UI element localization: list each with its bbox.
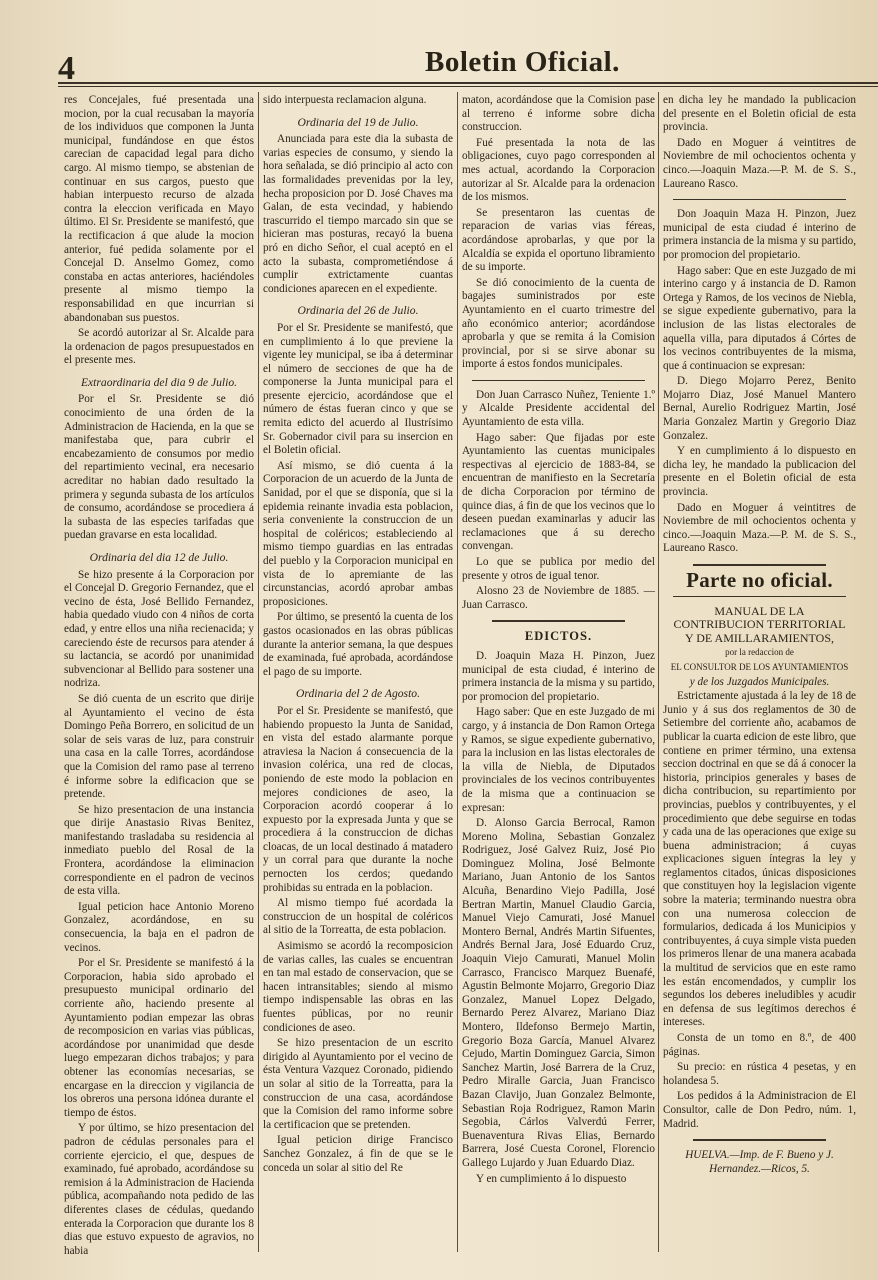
paragraph: Se hizo presente á la Corporacion por el Concejal D. Gregorio Fernandez, que el vecino de ésta, José Bellido Fernandez, habia quedado viudo con 4 niños de corta edad, y entre ellos una niña recienacida; y careciendo éste de recursos para atender á su lactancia, se acordó por unanimidad subvencionar al Bellido para sostener una nodriza. <box>64 568 254 690</box>
paragraph: Por último, se presentó la cuenta de los gastos ocasionados en las obras públicas durante la anterior semana, la que despues de examinada, fué aprobada, acordándose el pago de su importe. <box>263 611 453 678</box>
paragraph: Se hizo presentacion de una instancia que dirije Anastasio Rivas Benitez, manifestando trasladaba su residencia al inmediato pueblo del Rosal de la Frontera, acordándose la eliminacion correspondiente en el padron de vecinos de esta villa. <box>64 803 254 898</box>
paragraph: Hago saber: Que en este Juzgado de mi interino cargo y á instancia de D. Ramon Ortega y Ramos, de los vecinos de Niebla, se sigue expediente gubernativo, para la inclusion de las listas electorales de aquella villa, para diputados á Córtes de los vecinos contribuyentes de la misma, que á continuacion se expresan: <box>663 264 856 372</box>
column-3 <box>462 94 655 1244</box>
paragraph: Hago saber: Que fijadas por este Ayuntamiento las cuentas municipales respectivas al ejercicio de 1883-84, se encuentran de manifiesto en la Secretaría de dicha Corporacion por término de quince dias, á fin de que los vecinos que lo deseen puedan examinarlas y aducir las reclamaciones que á su derecho convengan. <box>462 431 655 553</box>
paragraph: Alosno 23 de Noviembre de 1885. —Juan Carrasco. <box>462 585 655 611</box>
paragraph: Por el Sr. Presidente se manifestó, que habiendo propuesto la Junta de Sanidad, en vista del estado alarmante porque atraviesa la Nacion á consecuencia de la invasion colérica, una red de clocas, poniendo de este modo la poblacion en mejores condiciones de aseo, la Corporacion acordó cooperar á lo expuesto por la expresada Junta y que se procediera á la construccion de dichas cloacas, de un local destinado á matadero y un corral para que durante la noche pernocten los cerdos; quedando prohibidas su entrada en la poblacion. <box>263 704 453 894</box>
separator-rule <box>693 1139 826 1141</box>
page-header <box>50 28 878 88</box>
manual-byline: por la redaccion de <box>725 647 794 658</box>
page-number: 4 <box>58 50 75 87</box>
paragraph: Anunciada para este dia la subasta de varias especies de consumo, y siendo la hora señalada, se dió principio al acto con las formalidades prevenidas por la ley, hecha proposicion por D. José Chaves ma Galan, de esta vecindad, y habiendo trascurrido el tiempo marcado sin que se hicieran mas posturas, recayó la buena pró en dicho Señor, el cual aceptó en el acto la subasta, comprometiéndose á cumplir extrictamente cuantas condiciones aparecen en el expediente. <box>263 133 453 295</box>
paragraph: Y en cumplimiento á lo dispuesto <box>476 1172 627 1185</box>
parte-no-oficial-heading: Parte no oficial. <box>686 568 833 592</box>
column-4 <box>663 94 856 1244</box>
masthead-title: Boletin Oficial. <box>425 46 620 78</box>
paragraph: Los pedidos á la Administracion de El Consultor, calle de Don Pedro, núm. 1, Madrid. <box>663 1090 856 1130</box>
printer-imprint: HUELVA.—Imp. de F. Bueno y J. Hernandez.—Ricos, 5. <box>685 1149 834 1175</box>
separator-rule <box>492 620 625 622</box>
paragraph: Se presentaron las cuentas de reparacion de varias vias féreas, acordándose aprobarlas, y que por la Alcaldía se expida el oportuno libramiento de su importe. <box>462 206 655 274</box>
paragraph: Dado en Moguer á veintitres de Noviembre de mil ochocientos ochenta y cinco.—Joaquin Maza.—P. M. de S. S., Laureano Rasco. <box>663 136 856 190</box>
paragraph: D. Joaquin Maza H. Pinzon, Juez municipal de esta ciudad, é interino de primera instancia de la misma y su partido, por promocion del propietario. <box>462 649 655 703</box>
paragraph: Por el Sr. Presidente se manifestó á la Corporacion, habia sido aprobado el presupuesto municipal ordinario del corriente año, haciendo presente al Ayuntamiento podian empezar las obras de recomposicion en varias vias públicas, acordándose por unanimidad que desde luego empezaran dichos trabajos; y para obtener las economías necesarias, se encargase en la direccion y vigilancia de los obreros una persona idónea durante el tiempo de éstos. <box>64 957 254 1119</box>
paragraph: Hago saber: Que en este Juzgado de mi cargo, y á instancia de Don Ramon Ortega y Ramos, se sigue expediente gubernativo, para la inclusion en las listas electorales de la villa de Niebla, de Diputados provinciales de los vecinos contribuyentes de la misma que a continuacion se expresan: <box>462 706 655 814</box>
paragraph: Igual peticion dirige Francisco Sanchez Gonzalez, á fin de que se le conceda un solar al sitio del Re <box>263 1134 453 1174</box>
paragraph: Dado en Moguer á veintitres de Noviembre de mil ochocientos ochenta y cinco.—Joaquin Maza.—P. M. de S. S., Laureano Rasco. <box>663 501 856 555</box>
paragraph: Se acordó autorizar al Sr. Alcalde para la ordenacion de pagos presupuestados en el presente mes. <box>64 327 254 367</box>
paragraph: Lo que se publica por medio del presente y otros de igual tenor. <box>462 556 655 582</box>
header-rule-thin <box>58 86 878 87</box>
paragraph: Estrictamente ajustada á la ley de 18 de Junio y á sus dos reglamentos de 30 de Setiembre del corriente año, acabamos de publicar la cuarta edicion de este libro, que contiene en primer término, una extensa seccion doctrinal en que se dá á conocer la historia, principios generales y bases de dicha contribucion, su repartimiento por provincias, pueblos y contribuyentes, y el procedimiento que debe seguirse en todas y cada una de las operaciones que exige su buena administracion; á cuyas explicaciones siguen íntegras la ley y reglamentos citados, únicas disposiciones que constituyen hoy la legislacion vigente sobre la materia; terminando nuestra obra con una numerosa coleccion de formularios, dedicada á los Municipios y contribuyentes, á cuya simple vista pueden los primeros llenar de una manera acabada la multitud de servicios que en este ramo les están encomendados, y cumplir los segundos los deberes ineludibles y acudir en defensa de sus legítimos derechos é intereses. <box>663 690 856 1029</box>
paragraph: D. Diego Mojarro Perez, Benito Mojarro Diaz, José Manuel Mantero Bernal, Aurelio Rodriguez Martin, José Maria Gonzalez Martin y Gregorio Diaz Gonzalez. <box>663 375 856 442</box>
paragraph: Consta de un tomo en 8.º, de 400 páginas. <box>663 1032 856 1058</box>
separator-rule <box>673 596 846 597</box>
paragraph: Al mismo tiempo fué acordada la construccion de un hospital de coléricos al sitio de la Torreatta, de esta poblacion. <box>263 897 453 937</box>
column-2 <box>263 94 453 1244</box>
paragraph: Se hizo presentacion de un escrito dirigido al Ayuntamiento por el vecino de ésta Ventura Vazquez Coronado, pidiendo un solar al sitio de la Torreatta, para la construccion de una casa, acordándose que la Comision del ramo informe sobre la certificacion que se pretenden. <box>263 1037 453 1131</box>
separator-rule <box>472 380 645 381</box>
column-divider <box>258 92 259 1252</box>
column-divider <box>457 92 458 1252</box>
paragraph: Se dió cuenta de un escrito que dirije al Ayuntamiento el vecino de ésta Domingo Peña Borrero, en solicitud de un solar de seis varas de luz, para construir una casa en la calle Torres, acordándose que la Comision del ramo pase al terreno é informe sobre la edificacion que se pretende. <box>64 692 254 801</box>
paragraph: Se dió conocimiento de la cuenta de bagajes suministrados por este Ayuntamiento en el cuarto trimestre del año económico anterior; acordándose aprobarla y que se remita á la Comision provincial, por si se sirve abonar su importe á estos fondos municipales. <box>462 276 655 371</box>
separator-rule <box>673 199 846 200</box>
paragraph: Fué presentada la nota de las obligaciones, cuyo pago corresponden al mes actual, acordando la Corporacion autorizar al Sr. Alcalde para la ordenacion de los mismos. <box>462 136 655 204</box>
paragraph: en dicha ley he mandado la publicacion del presente en el Boletin oficial de esta provincia. <box>663 94 856 134</box>
edictos-heading: EDICTOS. <box>524 629 593 644</box>
manual-title: MANUAL DE LA <box>714 603 805 618</box>
paragraph: Igual peticion hace Antonio Moreno Gonzalez, acordándose, en su consecuencia, la baja en el padron de vecinos. <box>64 900 254 954</box>
column-divider <box>658 92 659 1252</box>
paragraph: res Concejales, fué presentada una mocion, por la cual recusaban la mayoría de los individuos que componen la Junta municipal, fundándose en que éstos carecian de capacidad legal para dicho cargo. Al mismo tiempo, se abstenian de continuar en sus cargos, puesto que habian interpuesto recurso de alzada contra la eleccion verificada en Mayo último. El Sr. Presidente se manifestó, que la rectificacion á que alude la mocion anterior, fué pedida solamente por el Concejal D. Anselmo Gomez, como constaba en actas anteriores, haciéndoles presente al mismo tiempo la responsabilidad en que incurrian si abandonaban sus puestos. <box>64 94 254 324</box>
paragraph: Por el Sr. Presidente se dió conocimiento de una órden de la Administracion de Hacienda, en la que se manifestaba que, para cubrir el encabezamiento de consumos por medio del repartimiento vecinal, era necesario acreditar no habian dado resultado la primera y segunda subasta de los artículos de consumo, acordándose se procediera á la subasta de las especies tarifadas que puedan gravarse en esta localidad. <box>64 393 254 542</box>
paragraph: sido interpuesta reclamacion alguna. <box>263 94 427 106</box>
paragraph: Así mismo, se dió cuenta á la Corporacion de un acuerdo de la Junta de Sanidad, por el que se disponía, que si la epidemia reinante invadia esta poblacion, seria conveniente la construccion de un hospital de coléricos; estableciendo al mismo tiempo guardias en las entradas del pueblo y la Corporacion municipal en vista de lo apremiante de las circunstancias, acordó aprobar ambas proposiciones. <box>263 459 453 608</box>
manual-publisher-sub: y de los Juzgados Municipales. <box>689 675 830 688</box>
manual-publisher: EL CONSULTOR DE LOS AYUNTAMIENTOS <box>670 661 849 672</box>
paragraph: Asimismo se acordó la recomposicion de varias calles, las cuales se encuentran en tan mal estado de conservacion, que se hacen intransitables; siendo al mismo tiempo indispensable las obras en las fuentes públicas, por no reunir condiciones de aseo. <box>263 940 453 1034</box>
paragraph: Don Joaquin Maza H. Pinzon, Juez municipal de esta ciudad é interino de primera instancia de la misma y su partido, por promocion del propietario. <box>663 208 856 261</box>
paragraph: Y por último, se hizo presentacion del padron de cédulas personales para el corriente ejercicio, el que, despues de examinado, fué aprobado, acordándose su remision á la Administracion de Hacienda pública, acompañando nota pedido de las diferentes clases de cédulas, quedando enterada la Corporacion que durante los 8 dias que estuvo expuesto de agravios, no habia <box>64 1122 254 1257</box>
section-heading: Ordinaria del 19 de Julio. <box>297 115 419 129</box>
header-rule <box>58 82 878 84</box>
paragraph: D. Alonso Garcia Berrocal, Ramon Moreno Molina, Sebastian Gonzalez Rodriguez, José Galvez Ruiz, José Pio Dominguez Molina, José Belmonte Mariano, Juan Antonio de los Santos Alcuña, Benardino Viejo Padilla, José Bertran Martin, Manuel Claudio Garcia, Manuel Viejo Camurati, José Manuel Montero Bernal, Andrés Martin Sifuentes, Andrés Bernal Jara, José Eduardo Cruz, Joaquin Viejo Camurati, Manuel Molin Carrasco, Francisco Marquez Buenafé, Agustin Belmonte Mojarro, Gregorio Diaz Gonzalez, Manuel Lopez Delgado, Bernardo Perez Alvarez, Mariano Diaz Montero, Ildefonso Bermejo Martin, Gregorio Boza García, Manuel Alvarez Cejudo, Martin Dominguez Garcia, Simon Sanchez Martin, José Barrera de la Cruz, Pedro Miralle Garcia, Juan Francisco Bazan Clavijo, Juan Gonzalez Belmonte, Sebastian Roja Rodriguez, Ramon Marin Segobia, Cárlos Valverdú Ferrer, Buenaventura Rivas Elias, Bernardo Barrera, José Cuesta Coronel, Florencio Gallego Lujardo y Juan Eduardo Diaz. <box>462 817 655 1169</box>
section-heading: Ordinaria del 2 de Agosto. <box>296 687 420 701</box>
section-heading: Ordinaria del dia 12 de Julio. <box>89 551 229 564</box>
column-1 <box>64 94 254 1257</box>
paragraph: Y en cumplimiento á lo dispuesto en dicha ley, he mandado la publicacion del presente en el Boletin oficial de esta provincia. <box>663 445 856 499</box>
paragraph: Por el Sr. Presidente se manifestó, que en cumplimiento á lo que previene la vigente ley municipal, se iba á determinar el número de secciones de que ha de componerse la Junta municipal para el presente ejercicio, acordándose que el número de éstas fueran cinco y que se remita edicto del acuerdo al Ilustrísimo Sr. Gobernador civil para su insercion en el Boletin oficial. <box>263 321 453 457</box>
paragraph: Su precio: en rústica 4 pesetas, y en holandesa 5. <box>663 1061 856 1087</box>
paragraph: Don Juan Carrasco Nuñez, Teniente 1.º y Alcalde Presidente accidental del Ayuntamiento de esta villa. <box>462 388 655 429</box>
manual-title: CONTRIBUCION TERRITORIAL <box>673 617 846 632</box>
manual-title: Y DE AMILLARAMIENTOS, <box>685 630 834 645</box>
section-heading: Ordinaria del 26 de Julio. <box>297 304 419 318</box>
section-heading: Extraordinaria del dia 9 de Julio. <box>80 375 238 389</box>
paragraph: maton, acordándose que la Comision pase al terreno é informe sobre dicha construccion. <box>462 94 655 134</box>
separator-rule <box>693 564 826 566</box>
